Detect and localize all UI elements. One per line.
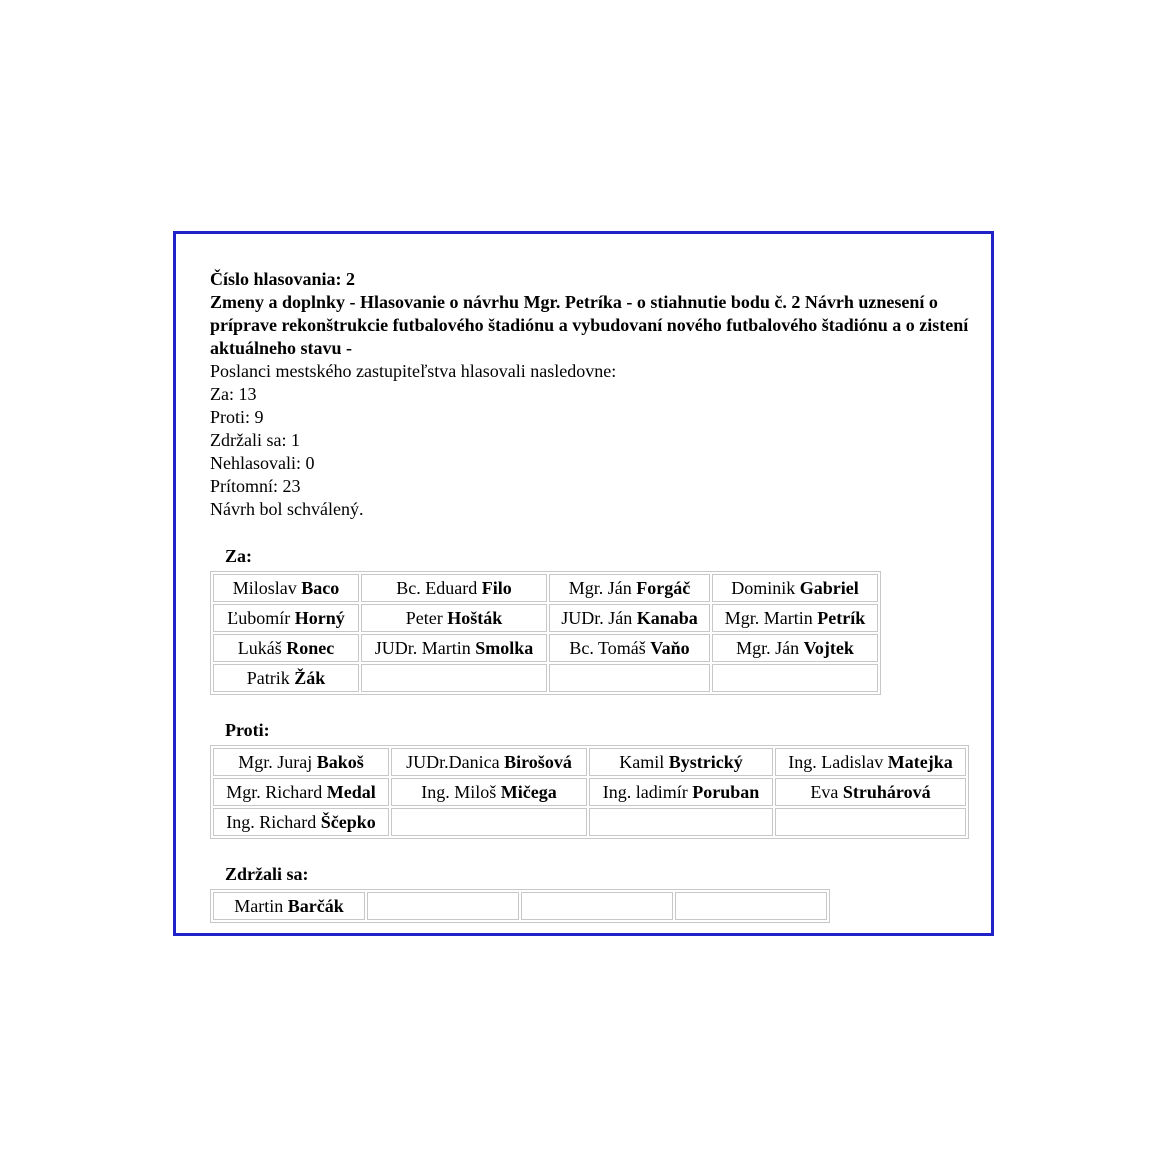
last-name: Petrík: [817, 607, 866, 628]
table-row: [213, 604, 878, 632]
name-cell: [712, 634, 878, 662]
vote-result: Návrh bol schválený.: [210, 499, 364, 519]
last-name: Poruban: [692, 781, 760, 802]
name-cell: [589, 778, 773, 806]
table-row: [213, 634, 878, 662]
last-name: Smolka: [475, 637, 534, 658]
last-name: Žák: [294, 667, 326, 688]
first-name: Kamil: [619, 751, 669, 772]
name-cell: [213, 892, 365, 920]
name-cell: [549, 574, 710, 602]
name-cell: [712, 574, 878, 602]
first-name: Ing. Miloš: [421, 781, 501, 802]
first-name: Ing. Ladislav: [788, 751, 888, 772]
name-cell: [213, 808, 389, 836]
name-cell: [213, 664, 359, 692]
last-name: Ščepko: [320, 811, 376, 832]
table-row: [213, 664, 878, 692]
document-frame: [173, 231, 994, 936]
name-cell: [213, 634, 359, 662]
name-cell: [361, 604, 547, 632]
summary-pritomni: Prítomní: 23: [210, 476, 301, 496]
vote-number: Číslo hlasovania: 2: [210, 269, 356, 289]
first-name: Mgr. Ján: [736, 637, 804, 658]
vote-subject: Zmeny a doplnky - Hlasovanie o návrhu Mgr. Petríka - o stiahnutie bodu č. 2 Návrh uznesení o príprave rekonštrukcie futbalového štadiónu a vybudovaní nového futbalového štadiónu a o zistení aktuálneho stavu -: [210, 292, 969, 358]
name-cell: [391, 778, 587, 806]
name-cell: [391, 748, 587, 776]
name-cell: [675, 892, 827, 920]
last-name: Matejka: [887, 751, 953, 772]
name-cell: [775, 748, 966, 776]
table-row: [213, 778, 966, 806]
name-cell: [213, 574, 359, 602]
section-label-proti: Proti:: [225, 720, 270, 740]
first-name: Bc. Eduard: [396, 577, 482, 598]
table-row: [213, 574, 878, 602]
last-name: Gabriel: [799, 577, 859, 598]
last-name: Vaňo: [650, 637, 690, 658]
last-name: Struhárová: [842, 781, 931, 802]
last-name: Vojtek: [803, 637, 854, 658]
section-label-zdrzali: Zdržali sa:: [225, 864, 309, 884]
section-label-za: Za:: [225, 546, 252, 566]
last-name: Barčák: [287, 895, 344, 916]
last-name: Birošová: [504, 751, 572, 772]
last-name: Baco: [301, 577, 340, 598]
first-name: Mgr. Martin: [724, 607, 818, 628]
name-cell: [712, 604, 878, 632]
first-name: Mgr. Juraj: [238, 751, 317, 772]
last-name: Ronec: [286, 637, 335, 658]
last-name: Filo: [481, 577, 512, 598]
first-name: Bc. Tomáš: [569, 637, 651, 658]
last-name: Bakoš: [316, 751, 364, 772]
last-name: Forgáč: [636, 577, 691, 598]
document-content: [210, 268, 970, 923]
table-za: [210, 571, 881, 695]
name-cell: [549, 634, 710, 662]
first-name: Ing. Richard: [226, 811, 321, 832]
name-cell: [213, 778, 389, 806]
name-cell: [213, 748, 389, 776]
first-name: Patrik: [246, 667, 295, 688]
name-cell: [521, 892, 673, 920]
name-cell: [391, 808, 587, 836]
first-name: Peter: [405, 607, 448, 628]
name-cell: [361, 634, 547, 662]
last-name: Horný: [294, 607, 345, 628]
summary-nehlasovali: Nehlasovali: 0: [210, 453, 315, 473]
last-name: Medal: [326, 781, 376, 802]
name-cell: [361, 574, 547, 602]
summary-proti: Proti: 9: [210, 407, 264, 427]
first-name: Martin: [234, 895, 288, 916]
name-cell: [549, 664, 710, 692]
first-name: Ľubomír: [227, 607, 295, 628]
table-row: [213, 748, 966, 776]
first-name: JUDr. Martin: [374, 637, 476, 658]
last-name: Hošták: [447, 607, 503, 628]
first-name: JUDr. Ján: [561, 607, 637, 628]
name-cell: [549, 604, 710, 632]
first-name: Eva: [810, 781, 843, 802]
first-name: Lukáš: [237, 637, 287, 658]
table-proti: [210, 745, 969, 839]
name-cell: [712, 664, 878, 692]
table-zdrzali: [210, 889, 830, 923]
first-name: Dominik: [731, 577, 800, 598]
table-row: [213, 808, 966, 836]
summary-za: Za: 13: [210, 384, 257, 404]
name-cell: [775, 808, 966, 836]
name-cell: [775, 778, 966, 806]
last-name: Bystrický: [668, 751, 743, 772]
summary-intro: Poslanci mestského zastupiteľstva hlasovali nasledovne:: [210, 361, 617, 381]
first-name: Mgr. Richard: [226, 781, 327, 802]
summary-zdrzali: Zdržali sa: 1: [210, 430, 300, 450]
name-cell: [589, 748, 773, 776]
first-name: Ing. ladimír: [602, 781, 693, 802]
last-name: Kanaba: [636, 607, 698, 628]
name-cell: [589, 808, 773, 836]
first-name: Mgr. Ján: [568, 577, 637, 598]
name-cell: [361, 664, 547, 692]
last-name: Mičega: [500, 781, 557, 802]
first-name: JUDr.Danica: [406, 751, 505, 772]
name-cell: [367, 892, 519, 920]
name-cell: [213, 604, 359, 632]
first-name: Miloslav: [232, 577, 302, 598]
table-row: [213, 892, 827, 920]
